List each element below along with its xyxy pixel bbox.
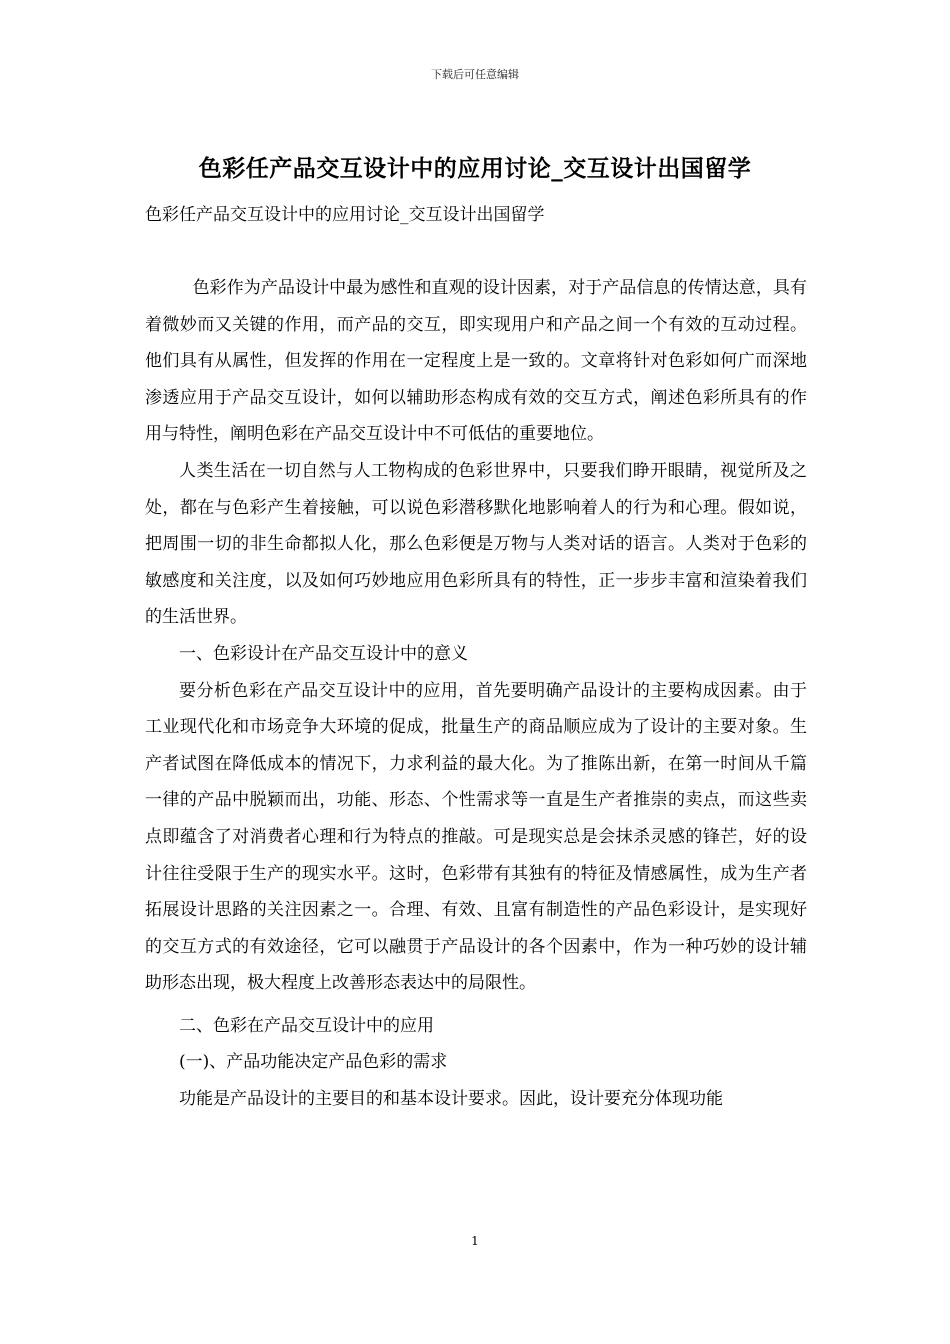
document-subtitle: 色彩任产品交互设计中的应用讨论_交互设计出国留学	[145, 205, 545, 225]
section-heading-2: 二、色彩在产品交互设计中的应用	[179, 1015, 434, 1036]
paragraph-intro: 色彩作为产品设计中最为感性和直观的设计因素，对于产品信息的传情达意，具有着微妙而又关键的作用，而产品的交互，即实现用户和产品之间一个有效的互动过程。他们具有从属性，但发挥的作用在一定程度上是一致的。文章将针对色彩如何广而深地渗透应用于产品交互设计，如何以辅助形态构成有效的交互方式，阐述色彩所具有的作用与特性，阐明色彩在产品交互设计中不可低估的重要地位。	[145, 278, 807, 445]
subsection-heading-1: (一)、产品功能决定产品色彩的需求	[179, 1052, 448, 1073]
header-note: 下载后可任意编辑	[431, 68, 519, 81]
paragraph: 人类生活在一切自然与人工物构成的色彩世界中，只要我们睁开眼睛，视觉所及之处，都在与色彩产生着接触，可以说色彩潜移默化地影响着人的行为和心理。假如说，把周围一切的非生命都拟人化，那么色彩便是万物与人类对话的语言。人类对于色彩的敏感度和关注度，以及如何巧妙地应用色彩所具有的特性，正一步步丰富和渲染着我们的生活世界。	[145, 460, 807, 628]
paragraph: 要分析色彩在产品交互设计中的应用，首先要明确产品设计的主要构成因素。由于工业现代化和市场竞争大环境的促成，批量生产的商品顺应成为了设计的主要对象。生产者试图在降低成本的情况下，力求利益的最大化。为了推陈出新，在第一时间从千篇一律的产品中脱颖而出，功能、形态、个性需求等一直是生产者推崇的卖点，而这些卖点即蕴含了对消费者心理和行为特点的推敲。可是现实总是会抹杀灵感的锋芒，好的设计往往受限于生产的现实水平。这时，色彩带有其独有的特征及情感属性，成为生产者拓展设计思路的关注因素之一。合理、有效、且富有制造性的产品色彩设计，是实现好的交互方式的有效途径，它可以融贯于产品设计的各个因素中，作为一种巧妙的设计辅助形态出现，极大程度上改善形态表达中的局限性。	[145, 680, 807, 994]
section-heading-1: 一、色彩设计在产品交互设计中的意义	[179, 643, 468, 664]
paragraph: 功能是产品设计的主要目的和基本设计要求。因此，设计要充分体现功能	[179, 1089, 723, 1110]
page-number: 1	[471, 1234, 479, 1248]
document-title: 色彩任产品交互设计中的应用讨论_交互设计出国留学	[198, 155, 752, 182]
document-body	[145, 270, 807, 1118]
